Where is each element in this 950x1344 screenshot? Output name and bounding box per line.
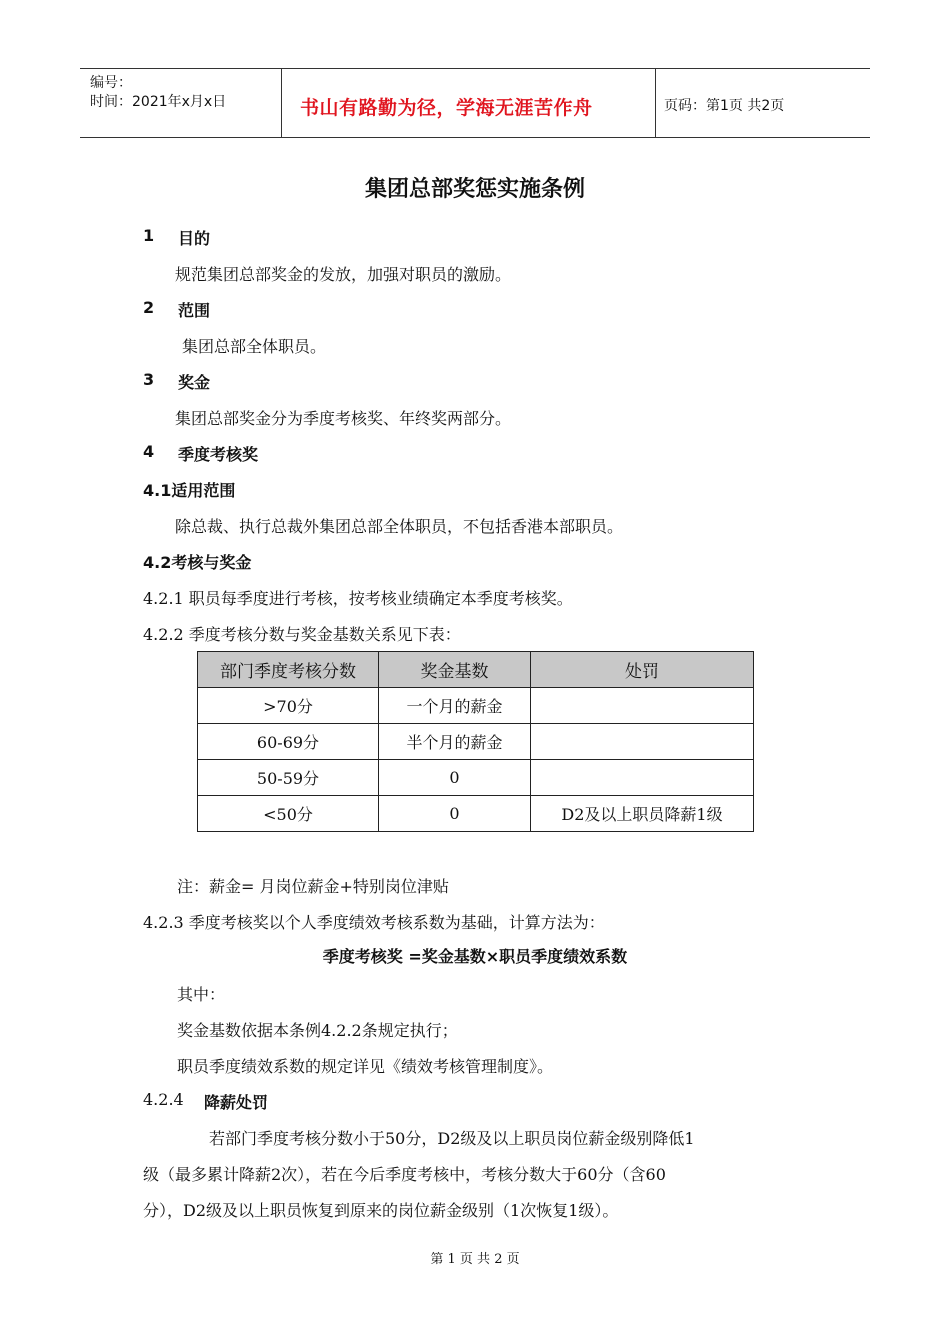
clause-4-2-4-line-1: 若部门季度考核分数小于50分，D2级及以上职员岗位薪金级别降低1 [209,1129,695,1148]
page-header [80,68,870,138]
section-4-1-heading: 4.1适用范围 [143,481,236,500]
section-3-number: 3 [143,370,155,389]
bonus-formula: 季度考核奖 =奖金基数×职员季度绩效系数 [322,947,628,966]
table-cell [531,760,754,796]
table-row [198,760,754,796]
table-row [198,796,754,832]
table-header-cell: 处罚 [531,652,754,688]
document-number-label: 编号： [90,75,132,91]
table-cell: 60-69分 [198,724,379,760]
where-item-2: 职员季度绩效系数的规定详见《绩效考核管理制度》。 [177,1057,554,1076]
section-1-body: 规范集团总部奖金的发放，加强对职员的激励。 [175,265,512,284]
where-item-1: 奖金基数依据本条例4.2.2条规定执行； [177,1021,458,1040]
section-4-number: 4 [143,442,155,461]
section-4-heading: 季度考核奖 [178,445,259,464]
clause-4-2-1: 4.2.1 职员每季度进行考核，按考核业绩确定本季度考核奖。 [143,589,573,608]
table-header-cell: 部门季度考核分数 [198,652,379,688]
page-footer: 第 1 页 共 2 页 [430,1252,520,1267]
clause-4-2-4-line-2: 级（最多累计降薪2次），若在今后季度考核中，考核分数大于60分（含60 [143,1165,666,1184]
clause-4-2-4-line-3: 分），D2级及以上职员恢复到原来的岗位薪金级别（1次恢复1级）。 [143,1201,619,1220]
document-title: 集团总部奖惩实施条例 [364,177,585,202]
bonus-table [197,651,754,832]
section-2-heading: 范围 [178,301,211,320]
section-3-body: 集团总部奖金分为季度考核奖、年终奖两部分。 [175,409,512,428]
section-2-body: 集团总部全体职员。 [182,337,327,356]
table-cell [531,724,754,760]
table-cell: 0 [379,796,531,832]
section-2-number: 2 [143,298,155,317]
table-cell: 半个月的薪金 [379,724,531,760]
section-1-heading: 目的 [178,229,211,248]
table-cell: 0 [379,760,531,796]
table-cell [531,688,754,724]
section-4-2-heading: 4.2考核与奖金 [143,553,252,572]
page-number-label: 页码：第1页 共2页 [664,98,785,114]
table-cell: >70分 [198,688,379,724]
section-4-1-body: 除总裁、执行总裁外集团总部全体职员，不包括香港本部职员。 [175,517,624,536]
section-3-heading: 奖金 [178,373,211,392]
clause-4-2-4-number: 4.2.4 [143,1090,184,1109]
section-1-number: 1 [143,226,155,245]
header-motto-cell [281,69,656,137]
header-left-cell [80,69,281,137]
header-motto: 书山有路勤为径，学海无涯苦作舟 [300,97,593,119]
table-cell: 一个月的薪金 [379,688,531,724]
clause-4-2-3: 4.2.3 季度考核奖以个人季度绩效考核系数为基础，计算方法为： [143,913,605,932]
table-row [198,688,754,724]
clause-4-2-2: 4.2.2 季度考核分数与奖金基数关系见下表： [143,625,461,644]
table-header-row [198,652,754,688]
table-header-cell: 奖金基数 [379,652,531,688]
where-label: 其中： [177,985,226,1004]
document-date-label: 时间：2021年x月x日 [90,94,227,110]
table-cell: D2及以上职员降薪1级 [531,796,754,832]
table-row [198,724,754,760]
salary-note: 注：薪金= 月岗位薪金+特别岗位津贴 [177,877,449,896]
table-cell: 50-59分 [198,760,379,796]
clause-4-2-4-heading: 降薪处罚 [204,1093,269,1112]
header-right-cell [655,69,870,137]
table-cell: <50分 [198,796,379,832]
